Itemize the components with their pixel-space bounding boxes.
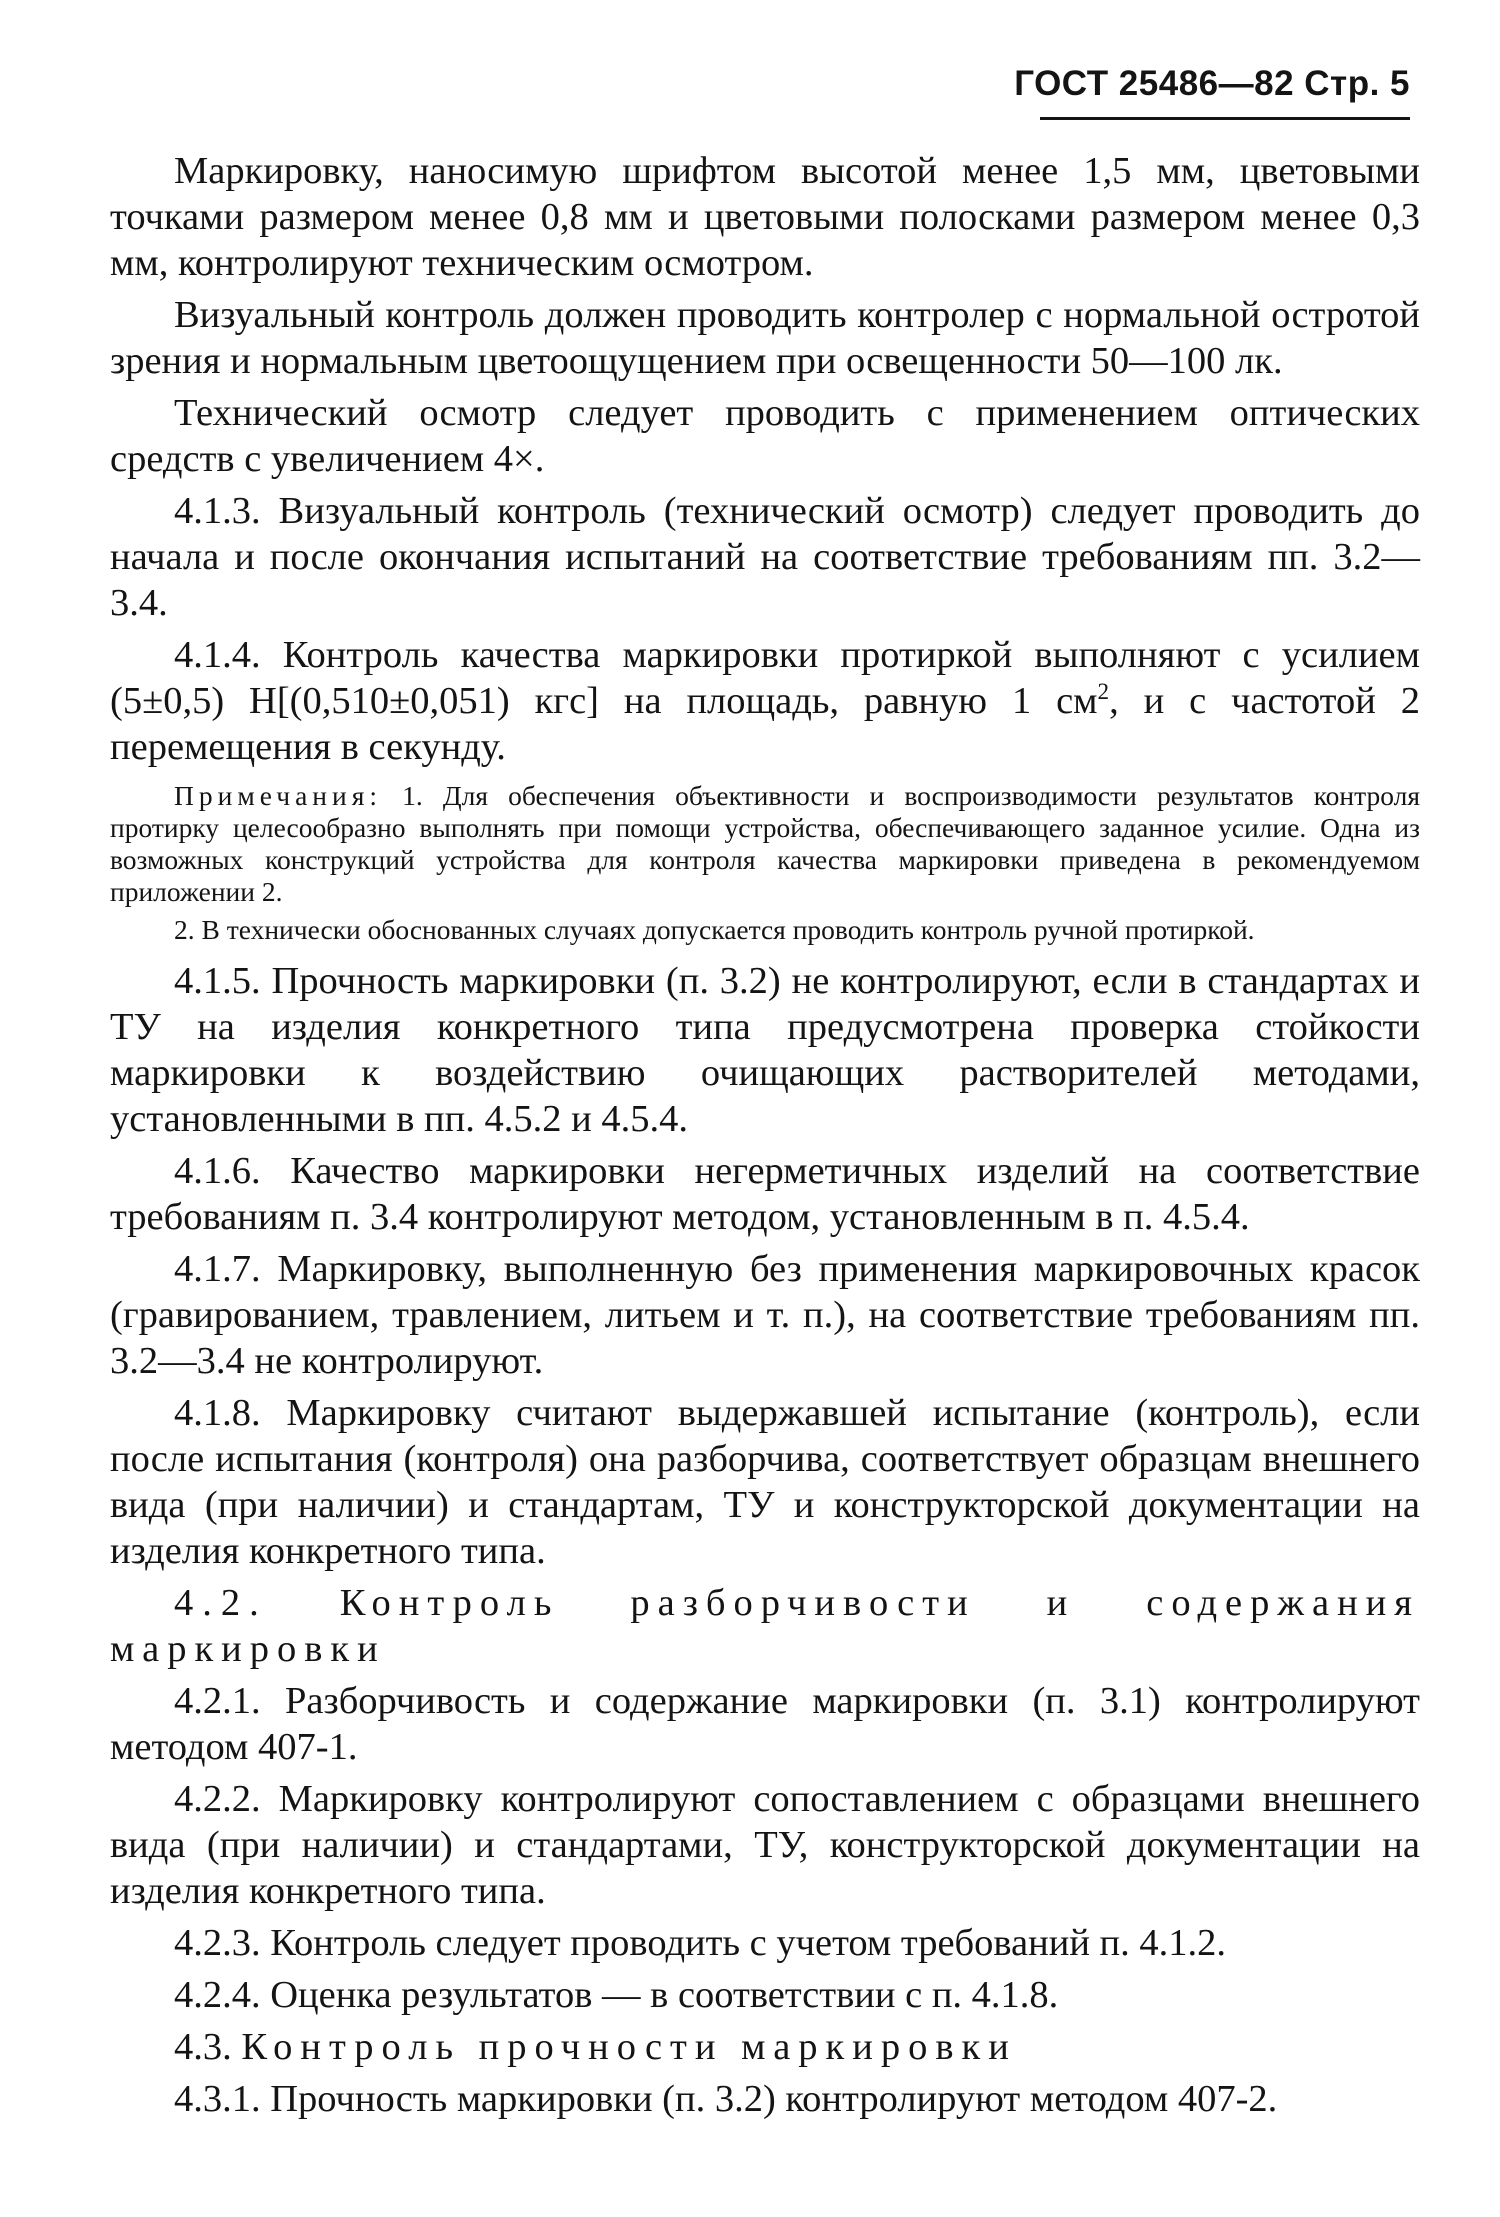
- clause-4-1-4-text-end: , и с частотой 2 перемещения в секунду.: [110, 680, 1420, 768]
- paragraph: Маркировку, наносимую шрифтом высотой менее 1,5 мм, цветовыми точками размером менее 0,8 мм и цветовыми полосками размером менее 0,3 мм, контролируют техническим осмотром.: [110, 150, 1420, 284]
- note-1: [110, 780, 1420, 908]
- clause-4-2-3: 4.2.3. Контроль следует проводить с учетом требований п. 4.1.2.: [174, 1922, 1227, 1964]
- note-2: 2. В технически обоснованных случаях допускается проводить контроль ручной протиркой.: [174, 914, 1255, 945]
- section-4-3-heading: [110, 2024, 1420, 2070]
- header-rule: [1040, 117, 1410, 120]
- paragraph: Визуальный контроль должен проводить контролер с нормальной остротой зрения и нормальным цветоощущением при освещенности 50—100 лк.: [110, 294, 1420, 382]
- section-number: 4.2.: [174, 1582, 268, 1624]
- clause-4-1-5: 4.1.5. Прочность маркировки (п. 3.2) не контролируют, если в стандартах и ТУ на изделия конкретного типа предусмотрена проверка стойкости маркировки к воздействию очищающих растворителей методами, установленными в пп. 4.5.2 и 4.5.4.: [110, 960, 1420, 1140]
- superscript: 2: [1097, 678, 1110, 705]
- clause-4-2-2: 4.2.2. Маркировку контролируют сопоставлением с образцами внешнего вида (при наличии) и стандартами, ТУ, конструкторской документации на изделия конкретного типа.: [110, 1778, 1420, 1912]
- document-body: [110, 148, 1420, 2128]
- page-header: ГОСТ 25486—82 Стр. 5: [1014, 64, 1410, 103]
- section-title: Контроль прочности маркировки: [241, 2026, 1017, 2068]
- section-number: 4.3.: [174, 2026, 232, 2068]
- clause-4-1-6: 4.1.6. Качество маркировки негерметичных изделий на соответствие требованиям п. 3.4 контролируют методом, установленным в п. 4.5.4.: [110, 1150, 1420, 1238]
- clause-4-1-8: 4.1.8. Маркировку считают выдержавшей испытание (контроль), если после испытания (контроля) она разборчива, соответствует образцам внешнего вида (при наличии) и стандартам, ТУ и конструкторской документации на изделия конкретного типа.: [110, 1392, 1420, 1572]
- clause-4-1-4-text: 4.1.4. Контроль качества маркировки протиркой выполняют с усилием (5±0,5) Н[(0,510±0,051) кгс] на площадь, равную 1 см: [110, 634, 1420, 722]
- clause-4-1-3: 4.1.3. Визуальный контроль (технический осмотр) следует проводить до начала и после окончания испытаний на соответствие требованиям пп. 3.2—3.4.: [110, 490, 1420, 624]
- paragraph: Технический осмотр следует проводить с применением оптических средств с увеличением 4×.: [110, 392, 1420, 480]
- note-label: Примечания:: [174, 780, 383, 811]
- clause-4-2-4: 4.2.4. Оценка результатов — в соответствии с п. 4.1.8.: [174, 1974, 1059, 2016]
- note-1-text: 1. Для обеспечения объективности и воспроизводимости результатов контроля протирку целесообразно выполнять при помощи устройства, обеспечивающего заданное усилие. Одна из возможных конструкций устройства для контроля качества маркировки приведена в рекомендуемом приложении 2.: [110, 780, 1420, 907]
- clause-4-2-1: 4.2.1. Разборчивость и содержание маркировки (п. 3.1) контролируют методом 407-1.: [110, 1680, 1420, 1768]
- clause-4-1-4: [110, 632, 1420, 770]
- clause-4-1-7: 4.1.7. Маркировку, выполненную без применения маркировочных красок (гравированием, травлением, литьем и т. п.), на соответствие требованиям пп. 3.2—3.4 не контролируют.: [110, 1248, 1420, 1382]
- section-4-2-heading: [110, 1580, 1420, 1672]
- section-title: Контроль разборчивости и содержания маркировки: [110, 1582, 1420, 1670]
- clause-4-3-1: 4.3.1. Прочность маркировки (п. 3.2) контролируют методом 407-2.: [174, 2078, 1278, 2120]
